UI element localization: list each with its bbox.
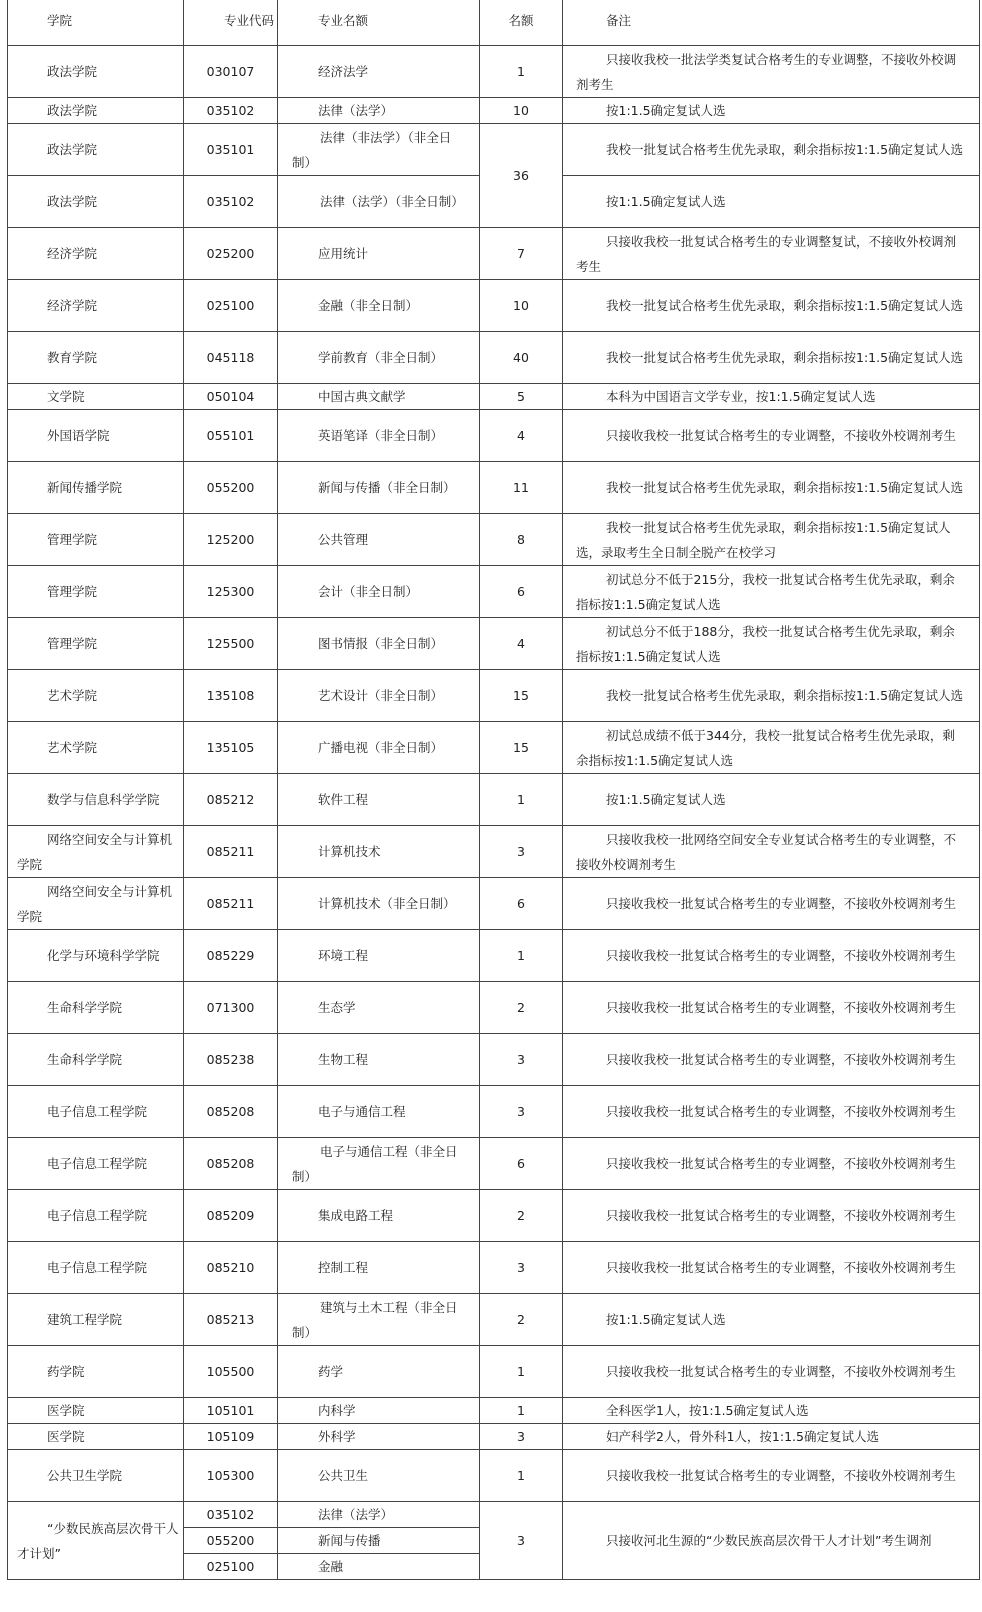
note-cell: 按1:1.5确定复试人选	[563, 774, 980, 826]
table-row	[8, 1424, 980, 1450]
major-cell: 控制工程	[278, 1242, 480, 1294]
note-cell: 只接收我校一批复试合格考生的专业调整，不接收外校调剂考生	[563, 1086, 980, 1138]
header-quota: 名额	[480, 0, 563, 46]
table-row	[8, 384, 980, 410]
code-cell: 085209	[184, 1190, 278, 1242]
quota-cell: 3	[480, 1034, 563, 1086]
table-row	[8, 1242, 980, 1294]
quota-cell: 3	[480, 826, 563, 878]
code-cell: 030107	[184, 46, 278, 98]
table-row	[8, 1398, 980, 1424]
quota-cell: 2	[480, 1294, 563, 1346]
code-cell: 035102	[184, 176, 278, 228]
major-cell: 计算机技术	[278, 826, 480, 878]
code-cell: 085238	[184, 1034, 278, 1086]
code-cell: 085210	[184, 1242, 278, 1294]
major-cell: 生物工程	[278, 1034, 480, 1086]
major-cell: 应用统计	[278, 228, 480, 280]
major-cell: 生态学	[278, 982, 480, 1034]
table-row	[8, 228, 980, 280]
header-major: 专业名额	[278, 0, 480, 46]
note-cell: 只接收我校一批复试合格考生的专业调整，不接收外校调剂考生	[563, 878, 980, 930]
note-cell: 只接收我校一批复试合格考生的专业调整，不接收外校调剂考生	[563, 1346, 980, 1398]
college-cell: 政法学院	[8, 124, 184, 176]
major-cell: 会计（非全日制）	[278, 566, 480, 618]
code-cell: 135105	[184, 722, 278, 774]
code-cell: 025200	[184, 228, 278, 280]
quota-cell: 3	[480, 1086, 563, 1138]
code-cell: 045118	[184, 332, 278, 384]
major-cell: 金融	[278, 1554, 480, 1580]
note-cell: 只接收我校一批网络空间安全专业复试合格考生的专业调整，不接收外校调剂考生	[563, 826, 980, 878]
college-cell: 建筑工程学院	[8, 1294, 184, 1346]
major-cell: 公共管理	[278, 514, 480, 566]
code-cell: 055200	[184, 462, 278, 514]
college-cell: 管理学院	[8, 566, 184, 618]
major-cell: 建筑与土木工程（非全日制）	[278, 1294, 480, 1346]
quota-cell: 40	[480, 332, 563, 384]
major-cell: 电子与通信工程	[278, 1086, 480, 1138]
major-cell: 法律（法学）	[278, 98, 480, 124]
note-cell: 只接收我校一批复试合格考生的专业调整复试，不接收外校调剂考生	[563, 228, 980, 280]
special-college-cell: “少数民族高层次骨干人才计划”	[8, 1502, 184, 1580]
code-cell: 125300	[184, 566, 278, 618]
table-row	[8, 1346, 980, 1398]
code-cell: 035102	[184, 1502, 278, 1528]
college-cell: 生命科学学院	[8, 1034, 184, 1086]
code-cell: 135108	[184, 670, 278, 722]
major-cell: 法律（法学）（非全日制）	[278, 176, 480, 228]
major-cell: 新闻与传播（非全日制）	[278, 462, 480, 514]
major-cell: 药学	[278, 1346, 480, 1398]
header-code: 专业代码	[184, 0, 278, 46]
quota-cell: 1	[480, 1346, 563, 1398]
header-row	[8, 0, 980, 46]
note-cell: 我校一批复试合格考生优先录取，剩余指标按1:1.5确定复试人选	[563, 462, 980, 514]
code-cell: 071300	[184, 982, 278, 1034]
code-cell: 050104	[184, 384, 278, 410]
college-cell: 政法学院	[8, 46, 184, 98]
code-cell: 055200	[184, 1528, 278, 1554]
college-cell: 化学与环境科学学院	[8, 930, 184, 982]
quota-cell: 1	[480, 1398, 563, 1424]
college-cell: 数学与信息科学学院	[8, 774, 184, 826]
table-row	[8, 514, 980, 566]
code-cell: 025100	[184, 280, 278, 332]
quota-cell: 4	[480, 618, 563, 670]
table-row	[8, 280, 980, 332]
adjustment-table	[7, 0, 980, 1580]
college-cell: 新闻传播学院	[8, 462, 184, 514]
special-note-cell: 只接收河北生源的“少数民族高层次骨干人才计划”考生调剂	[563, 1502, 980, 1580]
note-cell: 妇产科学2人，骨外科1人，按1:1.5确定复试人选	[563, 1424, 980, 1450]
code-cell: 035101	[184, 124, 278, 176]
quota-cell: 3	[480, 1242, 563, 1294]
college-cell: 管理学院	[8, 618, 184, 670]
college-cell: 网络空间安全与计算机学院	[8, 878, 184, 930]
code-cell: 085208	[184, 1138, 278, 1190]
note-cell: 只接收我校一批复试合格考生的专业调整，不接收外校调剂考生	[563, 982, 980, 1034]
quota-cell: 36	[480, 124, 563, 228]
quota-cell: 8	[480, 514, 563, 566]
major-cell: 中国古典文献学	[278, 384, 480, 410]
college-cell: 管理学院	[8, 514, 184, 566]
code-cell: 105109	[184, 1424, 278, 1450]
table-row	[8, 878, 980, 930]
college-cell: 经济学院	[8, 280, 184, 332]
major-cell: 计算机技术（非全日制）	[278, 878, 480, 930]
quota-cell: 1	[480, 774, 563, 826]
note-cell: 只接收我校一批复试合格考生的专业调整，不接收外校调剂考生	[563, 1190, 980, 1242]
quota-cell: 15	[480, 722, 563, 774]
table-row	[8, 1138, 980, 1190]
note-cell: 本科为中国语言文学专业，按1:1.5确定复试人选	[563, 384, 980, 410]
table-row	[8, 1190, 980, 1242]
header-note: 备注	[563, 0, 980, 46]
table-row	[8, 98, 980, 124]
note-cell: 按1:1.5确定复试人选	[563, 98, 980, 124]
table-row	[8, 410, 980, 462]
college-cell: 电子信息工程学院	[8, 1190, 184, 1242]
table-row	[8, 1086, 980, 1138]
code-cell: 035102	[184, 98, 278, 124]
note-cell: 初试总分不低于215分，我校一批复试合格考生优先录取，剩余指标按1:1.5确定复试人选	[563, 566, 980, 618]
code-cell: 055101	[184, 410, 278, 462]
note-cell: 只接收我校一批复试合格考生的专业调整，不接收外校调剂考生	[563, 1138, 980, 1190]
code-cell: 085229	[184, 930, 278, 982]
table-row	[8, 332, 980, 384]
table-row	[8, 826, 980, 878]
major-cell: 艺术设计（非全日制）	[278, 670, 480, 722]
note-cell: 只接收我校一批复试合格考生的专业调整，不接收外校调剂考生	[563, 1242, 980, 1294]
quota-cell: 3	[480, 1424, 563, 1450]
note-cell: 初试总分不低于188分，我校一批复试合格考生优先录取，剩余指标按1:1.5确定复试人选	[563, 618, 980, 670]
note-cell: 我校一批复试合格考生优先录取，剩余指标按1:1.5确定复试人选，录取考生全日制全脱产在校学习	[563, 514, 980, 566]
college-cell: 经济学院	[8, 228, 184, 280]
code-cell: 105101	[184, 1398, 278, 1424]
college-cell: 医学院	[8, 1398, 184, 1424]
major-cell: 公共卫生	[278, 1450, 480, 1502]
major-cell: 经济法学	[278, 46, 480, 98]
note-cell: 只接收我校一批复试合格考生的专业调整，不接收外校调剂考生	[563, 410, 980, 462]
note-cell: 我校一批复试合格考生优先录取，剩余指标按1:1.5确定复试人选	[563, 332, 980, 384]
special-quota-cell: 3	[480, 1502, 563, 1580]
table-row	[8, 982, 980, 1034]
table-row	[8, 124, 980, 176]
table-row	[8, 774, 980, 826]
code-cell: 125200	[184, 514, 278, 566]
table-row	[8, 462, 980, 514]
college-cell: 艺术学院	[8, 670, 184, 722]
table-row	[8, 1502, 980, 1528]
quota-cell: 15	[480, 670, 563, 722]
major-cell: 环境工程	[278, 930, 480, 982]
note-cell: 只接收我校一批法学类复试合格考生的专业调整，不接收外校调剂考生	[563, 46, 980, 98]
major-cell: 外科学	[278, 1424, 480, 1450]
college-cell: 医学院	[8, 1424, 184, 1450]
college-cell: 教育学院	[8, 332, 184, 384]
table-row	[8, 1034, 980, 1086]
note-cell: 我校一批复试合格考生优先录取，剩余指标按1:1.5确定复试人选	[563, 670, 980, 722]
table-row	[8, 1294, 980, 1346]
note-cell: 只接收我校一批复试合格考生的专业调整，不接收外校调剂考生	[563, 930, 980, 982]
college-cell: 文学院	[8, 384, 184, 410]
note-cell: 只接收我校一批复试合格考生的专业调整，不接收外校调剂考生	[563, 1450, 980, 1502]
major-cell: 广播电视（非全日制）	[278, 722, 480, 774]
code-cell: 105500	[184, 1346, 278, 1398]
table-row	[8, 670, 980, 722]
code-cell: 085213	[184, 1294, 278, 1346]
quota-cell: 2	[480, 1190, 563, 1242]
note-cell: 初试总成绩不低于344分，我校一批复试合格考生优先录取，剩余指标按1:1.5确定复试人选	[563, 722, 980, 774]
table-row	[8, 618, 980, 670]
major-cell: 电子与通信工程（非全日制）	[278, 1138, 480, 1190]
quota-cell: 7	[480, 228, 563, 280]
college-cell: 政法学院	[8, 98, 184, 124]
table-row	[8, 1450, 980, 1502]
major-cell: 软件工程	[278, 774, 480, 826]
quota-cell: 2	[480, 982, 563, 1034]
major-cell: 集成电路工程	[278, 1190, 480, 1242]
major-cell: 图书情报（非全日制）	[278, 618, 480, 670]
table-row	[8, 46, 980, 98]
note-cell: 我校一批复试合格考生优先录取，剩余指标按1:1.5确定复试人选	[563, 124, 980, 176]
major-cell: 金融（非全日制）	[278, 280, 480, 332]
college-cell: 生命科学学院	[8, 982, 184, 1034]
note-cell: 全科医学1人，按1:1.5确定复试人选	[563, 1398, 980, 1424]
major-cell: 英语笔译（非全日制）	[278, 410, 480, 462]
quota-cell: 4	[480, 410, 563, 462]
code-cell: 085208	[184, 1086, 278, 1138]
quota-cell: 6	[480, 1138, 563, 1190]
quota-cell: 10	[480, 280, 563, 332]
quota-cell: 1	[480, 46, 563, 98]
table-row	[8, 722, 980, 774]
quota-cell: 6	[480, 566, 563, 618]
quota-cell: 11	[480, 462, 563, 514]
code-cell: 085212	[184, 774, 278, 826]
note-cell: 我校一批复试合格考生优先录取，剩余指标按1:1.5确定复试人选	[563, 280, 980, 332]
quota-cell: 10	[480, 98, 563, 124]
major-cell: 内科学	[278, 1398, 480, 1424]
table-row	[8, 566, 980, 618]
code-cell: 105300	[184, 1450, 278, 1502]
major-cell: 学前教育（非全日制）	[278, 332, 480, 384]
code-cell: 085211	[184, 826, 278, 878]
code-cell: 085211	[184, 878, 278, 930]
college-cell: 电子信息工程学院	[8, 1242, 184, 1294]
quota-cell: 1	[480, 930, 563, 982]
college-cell: 公共卫生学院	[8, 1450, 184, 1502]
header-college: 学院	[8, 0, 184, 46]
code-cell: 125500	[184, 618, 278, 670]
college-cell: 电子信息工程学院	[8, 1086, 184, 1138]
table-row	[8, 930, 980, 982]
college-cell: 药学院	[8, 1346, 184, 1398]
code-cell: 025100	[184, 1554, 278, 1580]
quota-cell: 6	[480, 878, 563, 930]
note-cell: 按1:1.5确定复试人选	[563, 176, 980, 228]
major-cell: 法律（非法学）（非全日制）	[278, 124, 480, 176]
college-cell: 艺术学院	[8, 722, 184, 774]
major-cell: 新闻与传播	[278, 1528, 480, 1554]
college-cell: 电子信息工程学院	[8, 1138, 184, 1190]
college-cell: 网络空间安全与计算机学院	[8, 826, 184, 878]
major-cell: 法律（法学）	[278, 1502, 480, 1528]
note-cell: 只接收我校一批复试合格考生的专业调整，不接收外校调剂考生	[563, 1034, 980, 1086]
quota-cell: 1	[480, 1450, 563, 1502]
note-cell: 按1:1.5确定复试人选	[563, 1294, 980, 1346]
college-cell: 政法学院	[8, 176, 184, 228]
college-cell: 外国语学院	[8, 410, 184, 462]
quota-cell: 5	[480, 384, 563, 410]
